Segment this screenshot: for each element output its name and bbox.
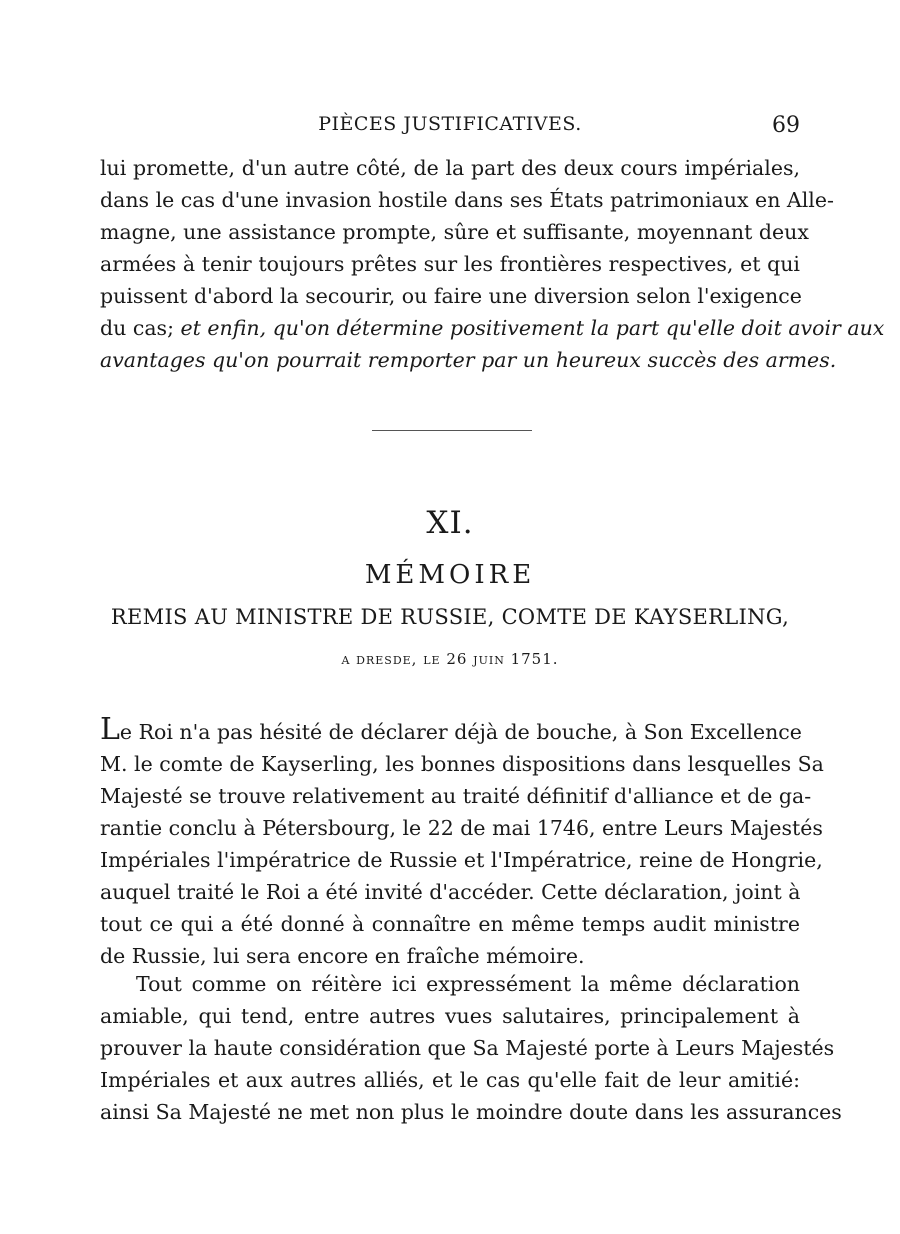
text-italic: et enfin, qu'on détermine positivement la part qu'elle doit avoir aux [180, 316, 885, 340]
text-line: armées à tenir toujours prêtes sur les frontières respectives, et qui [100, 252, 800, 276]
section-number: XI. [426, 505, 474, 541]
continued-paragraph [100, 152, 885, 376]
text-line-mixed [100, 312, 885, 344]
section-place-date: a dresde, le 26 juin 1751. [341, 650, 559, 668]
text-line: prouver la haute considération que Sa Majesté porte à Leurs Majestés [100, 1036, 835, 1060]
running-title: PIÈCES JUSTIFICATIVES. [318, 113, 582, 135]
running-header [100, 113, 800, 143]
section-subtitle: REMIS AU MINISTRE DE RUSSIE, COMTE DE KAYSERLING, [110, 605, 790, 629]
page-number: 69 [772, 113, 800, 138]
body-paragraph-1 [100, 712, 824, 972]
text-line: Impériales l'impératrice de Russie et l'Impératrice, reine de Hongrie, [100, 848, 823, 872]
body-paragraph-2 [100, 968, 842, 1128]
text-italic: avantages qu'on pourrait remporter par un heureux succès des armes. [100, 348, 837, 372]
text-line-first [100, 712, 802, 748]
text-line-italic [100, 344, 837, 376]
text-line: dans le cas d'une invasion hostile dans ses États patrimoniaux en Alle- [100, 188, 834, 212]
section-title: MÉMOIRE [364, 560, 536, 590]
text-line: rantie conclu à Pétersbourg, le 22 de mai 1746, entre Leurs Majestés [100, 816, 823, 840]
text-line: lui promette, d'un autre côté, de la part des deux cours impériales, [100, 156, 800, 180]
text-line: Impériales et aux autres alliés, et le cas qu'elle fait de leur amitié: [100, 1068, 800, 1092]
section-divider [372, 430, 532, 431]
drop-letter: L [100, 712, 120, 747]
text-line: magne, une assistance prompte, sûre et suffisante, moyennant deux [100, 220, 809, 244]
text-normal: du cas; [100, 316, 181, 340]
text-line: puissent d'abord la secourir, ou faire une diversion selon l'exigence [100, 284, 802, 308]
text-line: auquel traité le Roi a été invité d'accéder. Cette déclaration, joint à [100, 880, 801, 904]
text-line: Tout comme on réitère ici expressément la même déclaration [136, 972, 800, 996]
text-line: M. le comte de Kayserling, les bonnes dispositions dans lesquelles Sa [100, 752, 824, 776]
text-line: tout ce qui a été donné à connaître en même temps audit ministre [100, 912, 800, 936]
text-normal: e Roi n'a pas hésité de déclarer déjà de bouche, à Son Excellence [119, 720, 802, 744]
text-line: amiable, qui tend, entre autres vues salutaires, principalement à [100, 1004, 800, 1028]
text-line: Majesté se trouve relativement au traité définitif d'alliance et de ga- [100, 784, 812, 808]
text-line: ainsi Sa Majesté ne met non plus le moindre doute dans les assurances [100, 1100, 842, 1124]
text-line: de Russie, lui sera encore en fraîche mémoire. [100, 944, 585, 968]
